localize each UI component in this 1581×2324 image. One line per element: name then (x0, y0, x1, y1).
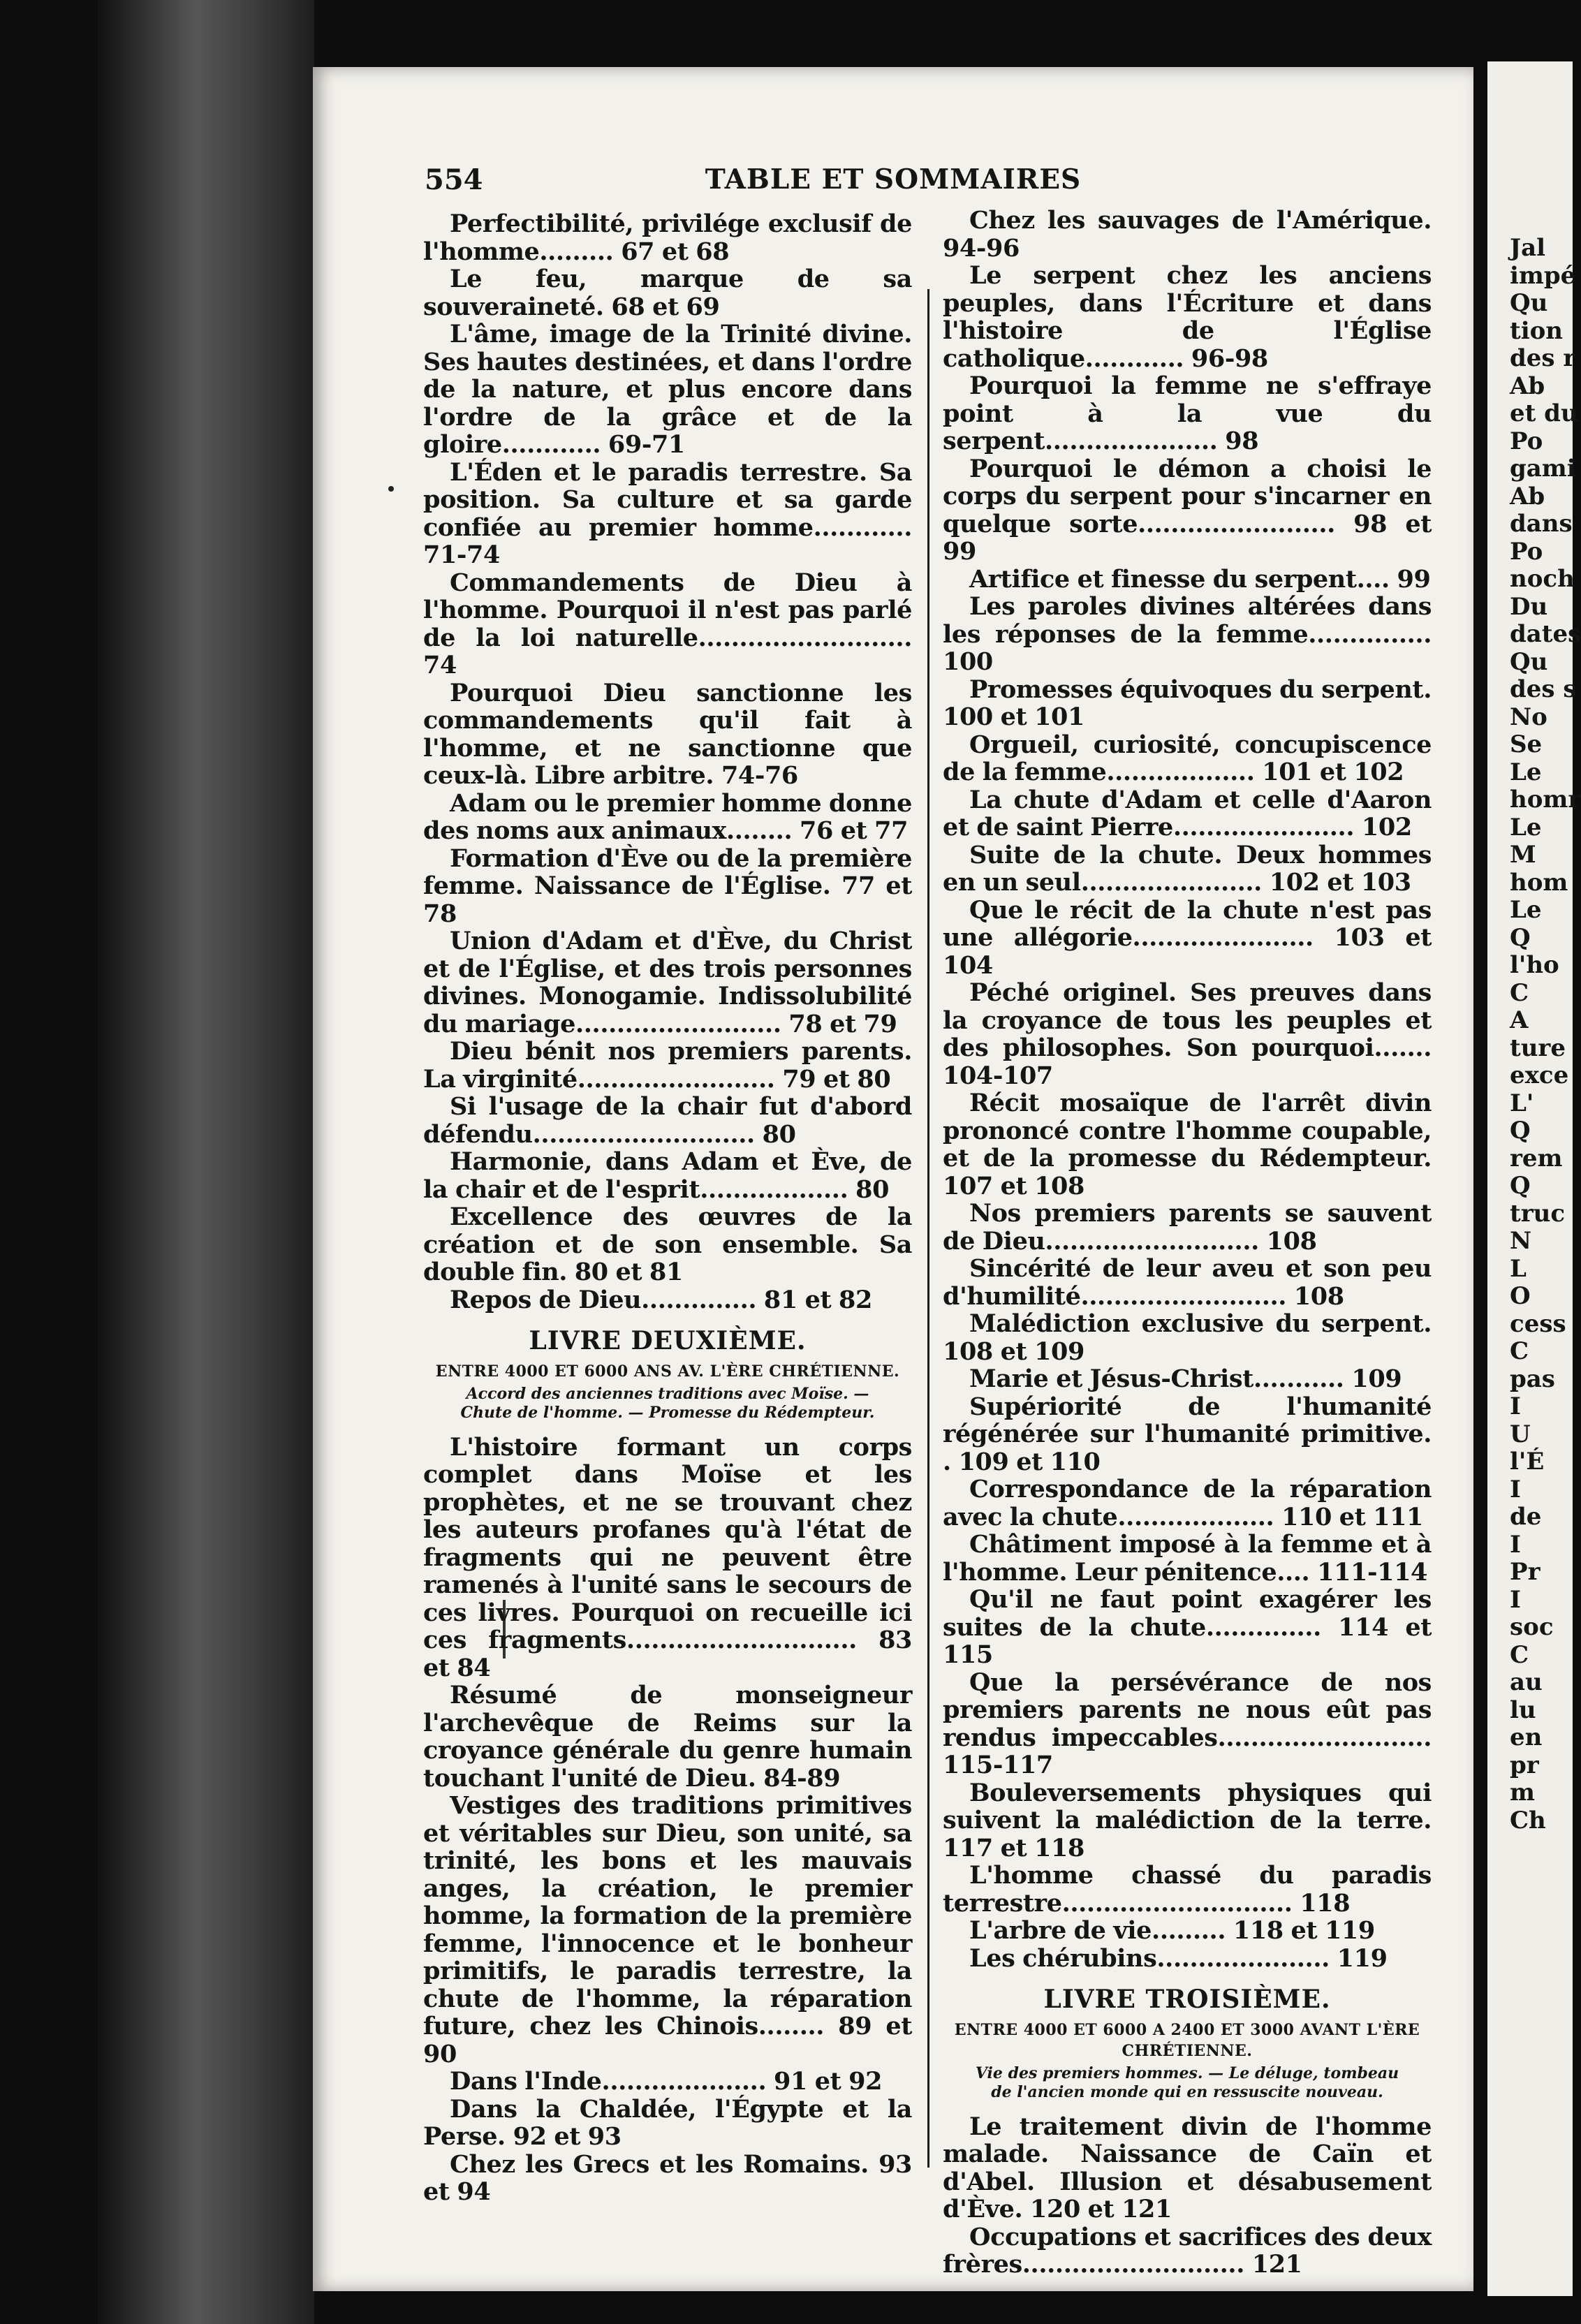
toc-entry: L'arbre de vie......... 118 et 119 (969, 1916, 1375, 1945)
facing-page-fragment: des s (1510, 675, 1577, 703)
facing-page-fragment: Pr (1510, 1558, 1540, 1586)
toc-entry: L'Éden et le paradis terrestre. Sa position. Sa culture et sa garde confiée au premier homme............ 71-74 (423, 457, 912, 569)
facing-page-fragment: Qu (1510, 647, 1548, 676)
toc-entry: Qu'il ne faut point exagérer les suites de la chute.............. 114 et 115 (943, 1585, 1432, 1669)
facing-page-fragment: gami (1510, 455, 1576, 483)
toc-entry: Excellence des œuvres de la création et de son ensemble. Sa double fin. 80 et 81 (423, 1203, 912, 1286)
facing-page-fragment: C (1510, 1640, 1529, 1669)
entry-list (423, 210, 912, 1314)
entry-list (943, 207, 1432, 1972)
facing-page-fragment: lu (1510, 1696, 1536, 1724)
facing-page-fragment: Ab (1510, 372, 1545, 400)
toc-entry: Le feu, marque de sa souveraineté. 68 et 69 (423, 265, 912, 321)
facing-page-fragment: I (1510, 1530, 1521, 1559)
facing-page-fragments (1487, 61, 1581, 1834)
right-column (943, 207, 1432, 2279)
facing-page-fragment: pr (1510, 1751, 1539, 1779)
toc-entry: Les chérubins..................... 119 (969, 1943, 1388, 1973)
toc-entry: Dans la Chaldée, l'Égypte et la Perse. 92 et 93 (423, 2094, 912, 2151)
toc-entry: Artifice et finesse du serpent.... 99 (969, 564, 1431, 594)
toc-entry: Que la persévérance de nos premiers parents ne nous eût pas rendus impeccables.......................... 115-117 (943, 1668, 1432, 1779)
toc-entry: Correspondance de la réparation avec la chute................... 110 et 111 (943, 1475, 1432, 1531)
toc-entry: Harmonie, dans Adam et Ève, de la chair et de l'esprit.................. 80 (423, 1147, 912, 1204)
livre-deuxieme-dates: ENTRE 4000 ET 6000 ANS AV. L'ÈRE CHRÉTIENNE. (435, 1362, 900, 1381)
facing-page-fragment: soc (1510, 1613, 1554, 1641)
facing-page-fragment: l'ho (1510, 951, 1559, 979)
toc-entry: Dans l'Inde.................... 91 et 92 (450, 2067, 883, 2096)
left-column (423, 210, 912, 2206)
facing-page-fragment: Q (1510, 1117, 1531, 1145)
facing-page-fragment: U (1510, 1420, 1531, 1448)
toc-entry: Adam ou le premier homme donne des noms aux animaux........ 76 et 77 (423, 788, 912, 845)
facing-page-fragment: L' (1510, 1089, 1534, 1117)
toc-entry: Péché originel. Ses preuves dans la croyance de tous les peuples et des philosophes. Son pourquoi....... 104-107 (943, 978, 1432, 1090)
facing-page-fragment: Du (1510, 592, 1548, 621)
book-page (313, 67, 1473, 2291)
toc-entry: La chute d'Adam et celle d'Aaron et de saint Pierre...................... 102 (943, 785, 1432, 841)
running-head (313, 163, 1473, 198)
toc-entry: L'homme chassé du paradis terrestre............................ 118 (943, 1861, 1432, 1918)
facing-page-fragment: No (1510, 703, 1547, 731)
facing-page-fragment: rem (1510, 1144, 1563, 1172)
facing-page-fragment: Se (1510, 730, 1543, 758)
facing-page-fragment: impé (1510, 261, 1576, 290)
toc-entry: Commandements de Dieu à l'homme. Pourquoi il n'est pas parlé de la loi naturelle.......................... 74 (423, 568, 912, 679)
facing-page-fragment: I (1510, 1585, 1521, 1614)
facing-page-fragment: des r (1510, 344, 1576, 372)
toc-entry: Orgueil, curiosité, concupiscence de la femme.................. 101 et 102 (943, 730, 1432, 786)
facing-page-fragment: noch (1510, 565, 1575, 593)
toc-entry: Pourquoi le démon a choisi le corps du serpent pour s'incarner en quelque sorte........................ 98 et 99 (943, 454, 1432, 566)
facing-page-fragment: I (1510, 1475, 1521, 1503)
facing-page-fragment: Qu (1510, 289, 1548, 317)
facing-page-fragment: dates (1510, 620, 1581, 648)
facing-page-fragment: A (1510, 1006, 1529, 1034)
facing-page-fragment: cess (1510, 1309, 1566, 1338)
facing-page-fragment: de (1510, 1503, 1542, 1531)
facing-page-fragment: tion (1510, 316, 1564, 345)
facing-page-fragment: Q (1510, 923, 1531, 952)
toc-entry: Châtiment imposé à la femme et à l'homme. Leur pénitence.... 111-114 (943, 1530, 1432, 1587)
livre-deuxieme-title: LIVRE DEUXIÈME. (529, 1326, 807, 1355)
livre-troisieme-title: LIVRE TROISIÈME. (1043, 1985, 1331, 2014)
facing-page-fragment: L (1510, 1254, 1527, 1283)
toc-entry: Chez les Grecs et les Romains. 93 et 94 (423, 2149, 912, 2206)
facing-page-edge (1487, 61, 1581, 2296)
toc-entry: Suite de la chute. Deux hommes en un seul...................... 102 et 103 (943, 840, 1432, 897)
facing-page-fragment: truc (1510, 1199, 1566, 1228)
toc-entry: Union d'Adam et d'Ève, du Christ et de l'Église, et des trois personnes divines. Monogamie. Indissolubilité du mariage......................... 78 et 79 (423, 927, 912, 1038)
facing-page-fragment: dans (1510, 510, 1573, 538)
facing-page-fragment: l'É (1510, 1448, 1545, 1476)
facing-page-fragment: C (1510, 1337, 1529, 1365)
facing-page-fragment: Ab (1510, 482, 1545, 510)
toc-entry: Si l'usage de la chair fut d'abord défendu........................... 80 (423, 1092, 912, 1149)
toc-entry: Que le récit de la chute n'est pas une allégorie...................... 103 et 104 (943, 895, 1432, 980)
facing-page-fragment: N (1510, 1227, 1532, 1255)
toc-entry: Chez les sauvages de l'Amérique. 94-96 (943, 206, 1432, 263)
facing-page-fragment: Po (1510, 427, 1543, 455)
running-title: TABLE ET SOMMAIRES (705, 163, 1082, 196)
toc-entry: Le serpent chez les anciens peuples, dans l'Écriture et dans l'histoire de l'Église catholique............ 96-98 (943, 261, 1432, 373)
toc-entry: Pourquoi la femme ne s'effraye point à la vue du serpent..................... 98 (943, 372, 1432, 455)
toc-entry: Perfectibilité, privilége exclusif de l'homme......... 67 et 68 (423, 209, 912, 266)
toc-entry: Marie et Jésus-Christ........... 109 (969, 1365, 1402, 1393)
facing-page-fragment: Po (1510, 537, 1543, 566)
toc-entry: Vestiges des traditions primitives et véritables sur Dieu, son unité, sa trinité, les bons et les mauvais anges, la création, le premier homme, la formation de la première femme, l'innocence et le bonheur primitifs, le paradis terrestre, la chute de l'homme, la réparation future, chez les Chinois........ 89 et 90 (423, 1791, 912, 2068)
facing-page-fragment: Ch (1510, 1806, 1546, 1834)
facing-page-fragment: Jal (1510, 234, 1546, 262)
facing-page-fragment: au (1510, 1668, 1543, 1696)
facing-page-fragment: I (1510, 1392, 1521, 1420)
toc-entry: Formation d'Ève ou de la première femme. Naissance de l'Église. 77 et 78 (423, 844, 912, 928)
facing-page-fragment: Le (1510, 758, 1542, 786)
toc-entry: Occupations et sacrifices des deux frères........................... 121 (943, 2222, 1432, 2279)
facing-page-fragment: en (1510, 1723, 1543, 1751)
binding-gutter (98, 0, 314, 2324)
toc-entry: L'âme, image de la Trinité divine. Ses hautes destinées, et dans l'ordre de la nature, et plus encore dans l'ordre de la grâce et de la gloire............ 69-71 (423, 320, 912, 459)
toc-entry: Le traitement divin de l'homme malade. Naissance de Caïn et d'Abel. Illusion et désabusement d'Ève. 120 et 121 (943, 2112, 1432, 2223)
livre-troisieme-summary: Vie des premiers hommes. — Le déluge, tombeau de l'ancien monde qui en ressuscite nouveau. (975, 2064, 1399, 2101)
facing-page-fragment: O (1510, 1282, 1531, 1310)
facing-page-fragment: hom (1510, 868, 1568, 897)
entry-list (423, 1434, 912, 2206)
column-rule (927, 289, 929, 2168)
facing-page-fragment: Le (1510, 896, 1542, 924)
facing-page-fragment: M (1510, 841, 1536, 869)
toc-entry: Repos de Dieu.............. 81 et 82 (450, 1285, 872, 1314)
livre-troisieme-dates: ENTRE 4000 ET 6000 A 2400 ET 3000 AVANT L'ÈRE CHRÉTIENNE. (954, 2020, 1420, 2060)
toc-entry: L'histoire formant un corps complet dans Moïse et les prophètes, et ne se trouvant chez les auteurs profanes qu'à l'état de fragments qui ne peuvent être ramenés à l'unité sans le secours de ces livres. Pourquoi on recueille ici ces fragments............................ 83 et 84 (423, 1432, 912, 1682)
toc-entry: Les paroles divines altérées dans les réponses de la femme............... 100 (943, 592, 1432, 676)
toc-entry: Malédiction exclusive du serpent. 108 et 109 (943, 1309, 1432, 1366)
page-number: 554 (425, 163, 483, 196)
toc-entry: Dieu bénit nos premiers parents. La virginité........................ 79 et 80 (423, 1037, 912, 1094)
toc-entry: Bouleversements physiques qui suivent la malédiction de la terre. 117 et 118 (943, 1778, 1432, 1862)
facing-page-fragment: homr (1510, 786, 1581, 814)
toc-entry: Promesses équivoques du serpent. 100 et 101 (943, 675, 1432, 731)
toc-entry: Nos premiers parents se sauvent de Dieu.......................... 108 (943, 1199, 1432, 1256)
facing-page-fragment: Q (1510, 1172, 1531, 1200)
toc-entry: Résumé de monseigneur l'archevêque de Reims sur la croyance générale du genre humain touchant l'unité de Dieu. 84-89 (423, 1681, 912, 1793)
toc-entry: Sincérité de leur aveu et son peu d'humilité......................... 108 (943, 1254, 1432, 1311)
toc-entry: Pourquoi Dieu sanctionne les commandements qu'il fait à l'homme, et ne sanctionne que ceux-là. Libre arbitre. 74-76 (423, 678, 912, 790)
toc-entry: Supériorité de l'humanité régénérée sur l'humanité primitive. . 109 et 110 (943, 1392, 1432, 1476)
facing-page-fragment: ture (1510, 1034, 1566, 1062)
facing-page-fragment: pas (1510, 1365, 1555, 1393)
margin-dot (388, 486, 394, 492)
entry-list (943, 2113, 1432, 2279)
livre-deuxieme-summary: Accord des anciennes traditions avec Moïse. — Chute de l'homme. — Promesse du Rédempteur. (460, 1384, 875, 1422)
facing-page-fragment: Le (1510, 813, 1542, 841)
facing-page-fragment: exce (1510, 1061, 1569, 1089)
facing-page-fragment: m (1510, 1779, 1535, 1807)
facing-page-fragment: C (1510, 978, 1529, 1007)
toc-entry: Récit mosaïque de l'arrêt divin prononcé contre l'homme coupable, et de la promesse du Rédempteur. 107 et 108 (943, 1089, 1432, 1200)
facing-page-fragment: et du (1510, 399, 1578, 427)
